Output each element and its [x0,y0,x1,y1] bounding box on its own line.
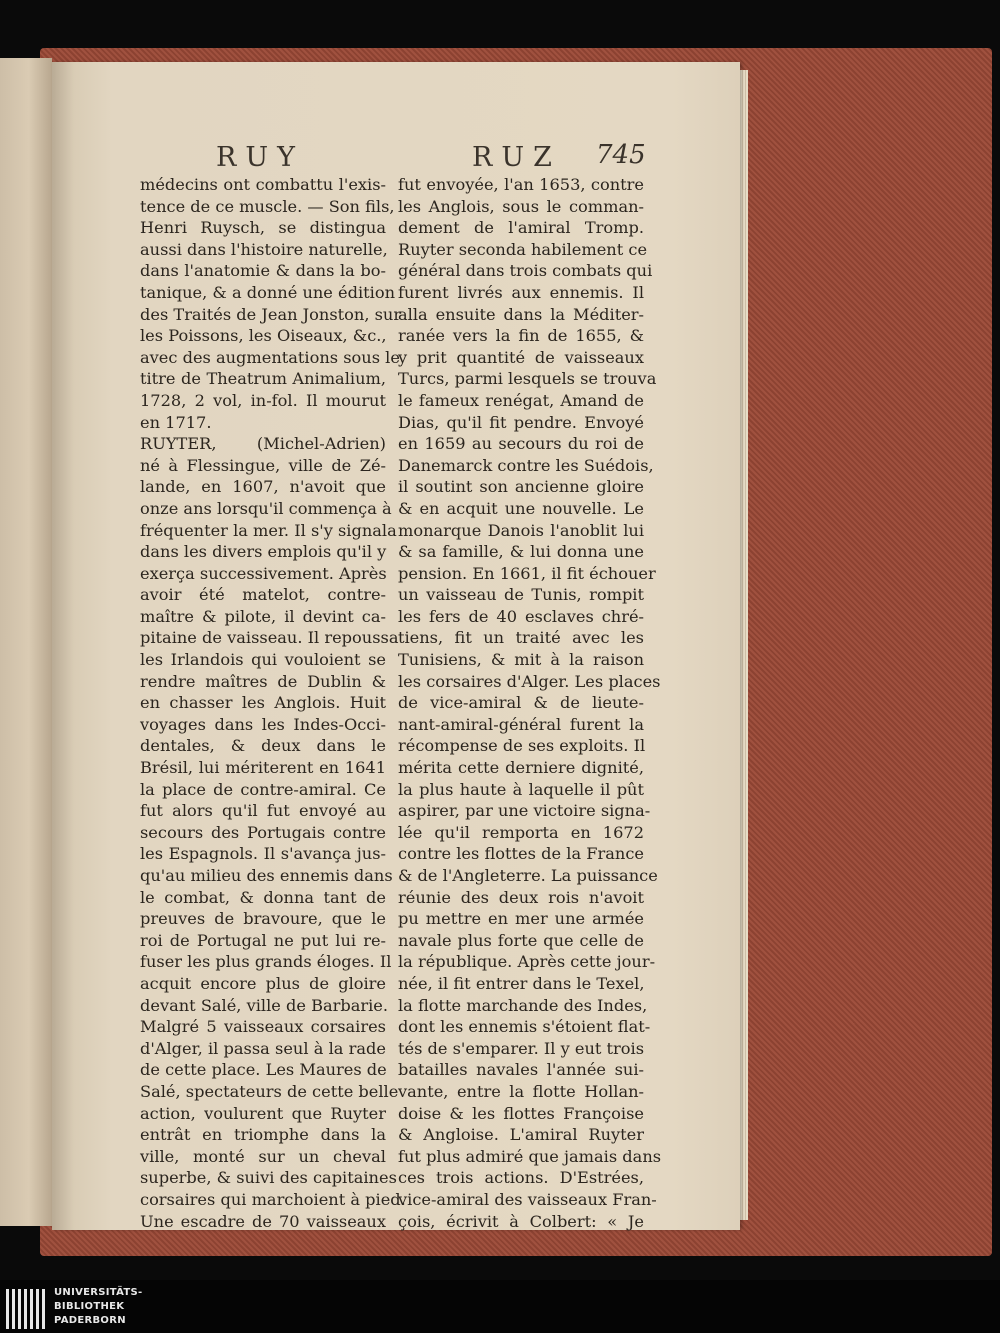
library-logo-line-1: UNIVERSITÄTS- [54,1287,143,1298]
text-line: aspirer, par une victoire signa- [398,801,651,821]
text-line: des Traités de Jean Jonston, sur [140,304,402,324]
text-line: & de l'Angleterre. La puissance [398,866,658,885]
text-line: entrât en triomphe dans la [140,1125,386,1145]
text-line: avec des augmentations sous le [140,347,400,367]
text-line: acquit encore plus de gloire [140,973,386,993]
text-line: alla ensuite dans la Méditer- [398,304,644,324]
text-line: fut envoyée, l'an 1653, contre [398,175,644,194]
text-line: les fers de 40 esclaves chré- [398,606,644,626]
text-line: lande, en 1607, n'avoit que [140,477,386,497]
text-line: Danemarck contre les Suédois, [398,455,654,475]
text-line: Henri Ruysch, se distingua [140,218,386,238]
text-line: pu mettre en mer une armée [398,909,644,929]
text-line: batailles navales l'année sui- [398,1060,644,1080]
text-line: rendre maîtres de Dublin & [140,671,386,691]
text-column-left [140,174,406,1232]
text-line: la plus haute à laquelle il pût [398,779,644,799]
text-line: çois, écrivit à Colbert: « Je [398,1211,644,1231]
library-logo-mark [6,1289,46,1329]
text-line: roi de Portugal ne put lui re- [140,930,386,950]
text-line: vante, entre la flotte Hollan- [398,1081,644,1101]
text-line: de cette place. Les Maures de [140,1060,387,1080]
text-line: tanique, & a donné une édition [140,282,396,302]
running-head-right: RUZ [472,142,561,173]
text-column-right [398,174,662,1232]
text-line: devant Salé, ville de Barbarie. [140,995,389,1015]
text-line: monarque Danois l'anoblit lui [398,520,644,540]
text-line: dans les divers emplois qu'il y [140,542,387,562]
text-line: la place de contre-amiral. Ce [140,779,386,799]
text-line: née, il fit entrer dans le Texel, [398,973,645,993]
text-line: un vaisseau de Tunis, rompit [398,585,644,605]
text-line: dans l'anatomie & dans la bo- [140,261,386,281]
text-line: d'Alger, il passa seul à la rade [140,1038,386,1058]
text-line: & en acquit une nouvelle. Le [398,498,644,518]
text-line: le combat, & donna tant de [140,887,386,907]
text-line: général dans trois combats qui [398,261,653,281]
library-logo-line-3: PADERBORN [54,1315,126,1326]
text-line: il soutint son ancienne gloire [398,477,644,497]
running-head-left: RUY [216,142,304,173]
text-line: contre les flottes de la France [398,844,644,864]
text-line: fut alors qu'il fut envoyé au [140,801,386,821]
text-line: ranée vers la fin de 1655, & [398,326,644,346]
text-line: doise & les flottes Françoise [398,1103,644,1123]
text-line: preuves de bravoure, que le [140,909,386,929]
text-line: le fameux renégat, Amand de [398,390,644,410]
text-line: pension. En 1661, il fit échouer [398,563,656,583]
text-line: Une escadre de 70 vaisseaux [140,1211,386,1231]
text-line: en 1659 au secours du roi de [398,434,644,454]
text-line: fut plus admiré que jamais dans [398,1146,662,1166]
text-line: dont les ennemis s'étoient flat- [398,1017,651,1037]
text-line: tiens, fit un traité avec les [398,628,644,648]
text-line: de vice-amiral & de lieute- [398,693,644,713]
text-line: médecins ont combattu l'exis- [140,175,386,194]
text-line: aussi dans l'histoire naturelle, [140,239,388,259]
text-line: les Irlandois qui vouloient se [140,650,386,670]
text-line: tence de ce muscle. — Son fils, [140,196,395,216]
text-line: tés de s'emparer. Il y eut trois [398,1038,645,1058]
text-line: né à Flessingue, ville de Zé- [140,455,386,475]
text-line: Dias, qu'il fit pendre. Envoyé [398,412,644,432]
text-line: navale plus forte que celle de [398,930,644,950]
text-line: ces trois actions. D'Estrées, [398,1168,644,1188]
text-line: secours des Portugais contre [140,822,386,842]
text-line: la flotte marchande des Indes, [398,995,648,1015]
text-line: maître & pilote, il devint ca- [140,606,386,626]
text-line: les Espagnols. Il s'avança jus- [140,844,386,864]
text-line: ville, monté sur un cheval [140,1146,386,1166]
library-logo [0,1283,150,1333]
text-line: 1728, 2 vol, in-fol. Il mourut [140,390,386,410]
text-line: corsaires qui marchoient à pied. [140,1189,406,1209]
text-line: & Angloise. L'amiral Ruyter [398,1125,644,1145]
text-line: récompense de ses exploits. Il [398,736,646,756]
text-line: Salé, spectateurs de cette belle [140,1081,399,1101]
text-line: Tunisiens, & mit à la raison [398,650,644,670]
text-line: qu'au milieu des ennemis dans [140,866,393,885]
text-line: mérita cette derniere dignité, [398,758,644,778]
text-line: & sa famille, & lui donna une [398,542,644,562]
text-line: les corsaires d'Alger. Les places [398,671,661,691]
text-line: en chasser les Anglois. Huit [140,693,386,713]
text-line: furent livrés aux ennemis. Il [398,282,644,302]
text-line: vice-amiral des vaisseaux Fran- [398,1189,657,1209]
text-line: superbe, & suivi des capitaines [140,1168,397,1188]
text-line: réunie des deux rois n'avoit [398,887,644,907]
text-line: Malgré 5 vaisseaux corsaires [140,1017,386,1037]
text-line: fréquenter la mer. Il s'y signala [140,520,397,540]
text-line: avoir été matelot, contre- [140,585,386,605]
text-line: en 1717. [140,412,212,432]
text-line: dement de l'amiral Tromp. [398,218,644,238]
left-page-edge [0,58,52,1226]
text-line: les Anglois, sous le comman- [398,196,644,216]
text-line: nant-amiral-général furent la [398,714,644,734]
text-line: onze ans lorsqu'il commença à [140,498,392,518]
text-line: Ruyter seconda habilement ce [398,239,648,259]
text-line: RUYTER, (Michel-Adrien) [140,434,386,454]
text-line: exerça successivement. Après [140,563,387,583]
text-line: y prit quantité de vaisseaux [398,347,644,367]
text-line: titre de Theatrum Animalium, [140,369,386,389]
text-line: Turcs, parmi lesquels se trouva [398,369,657,389]
library-logo-line-2: BIBLIOTHEK [54,1301,125,1312]
text-line: lée qu'il remporta en 1672 [398,822,644,842]
text-line: action, voulurent que Ruyter [140,1103,386,1123]
text-line: la république. Après cette jour- [398,952,656,972]
text-line: dentales, & deux dans le [140,736,386,756]
text-line: fuser les plus grands éloges. Il [140,952,392,972]
text-line: pitaine de vaisseau. Il repoussa [140,628,399,648]
text-line: Brésil, lui mériterent en 1641 [140,758,386,778]
text-line: les Poissons, les Oiseaux, &c., [140,326,387,346]
page-number: 745 [596,140,646,170]
text-line: voyages dans les Indes-Occi- [140,714,386,734]
